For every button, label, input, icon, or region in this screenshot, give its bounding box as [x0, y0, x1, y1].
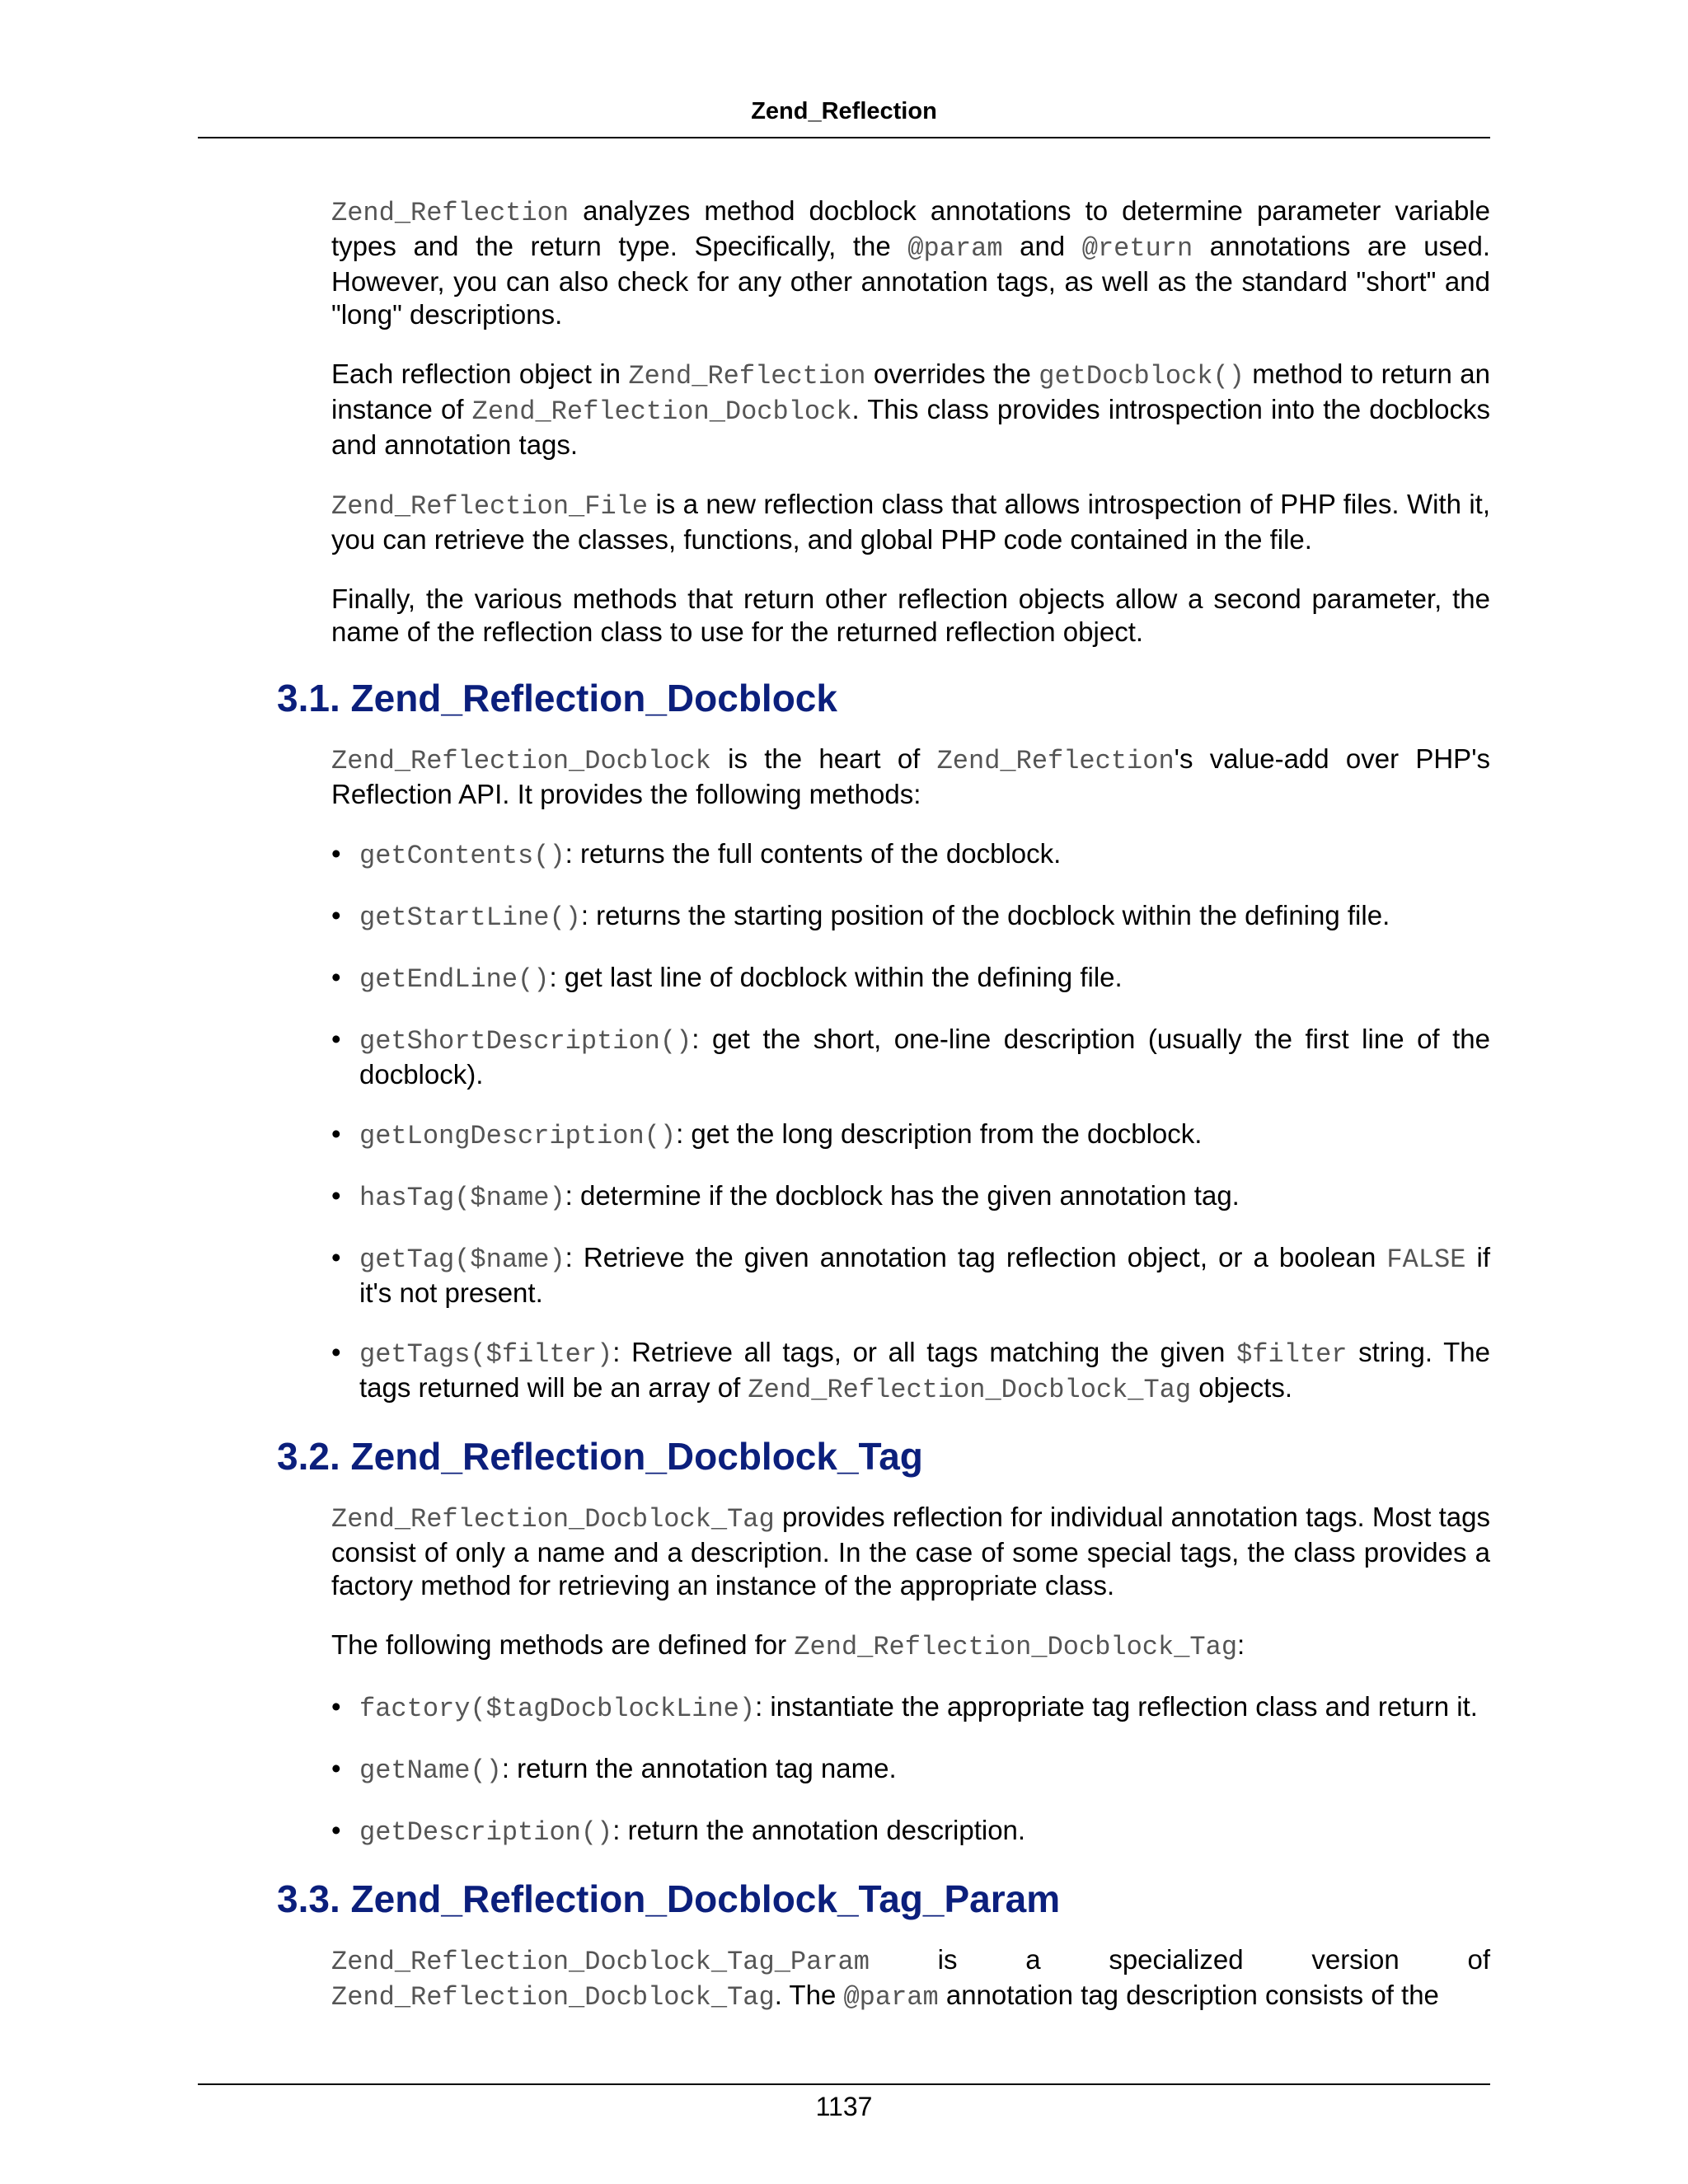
code-term: getTag($name): [359, 1244, 565, 1275]
list-item: [331, 961, 1490, 996]
text-run: is a new reflection class that allows introspection of PHP files. With it, you can retrieve the classes, functions, and global PHP code contained in the file.: [331, 489, 1490, 555]
code-term: factory($tagDocblockLine): [359, 1694, 756, 1724]
bullet-icon: •: [331, 1815, 341, 1845]
bullet-icon: •: [331, 1118, 341, 1149]
text-run: analyzes method docblock annotations to determine parameter variable types and the return type. Specifically, the: [331, 195, 1490, 261]
paragraph: [331, 194, 1490, 331]
text-run: :: [1237, 1629, 1245, 1660]
code-term: Zend_Reflection_Docblock_Tag: [331, 1504, 775, 1535]
bullet-icon: •: [331, 1024, 341, 1054]
text-run: : get the short, one-line description (usually the first line of the docblock).: [359, 1024, 1490, 1090]
section-docblock-tag: [277, 1433, 1490, 1849]
code-term: FALSE: [1386, 1244, 1466, 1275]
code-term: Zend_Reflection_Docblock: [471, 396, 852, 427]
bullet-icon: •: [331, 1180, 341, 1211]
list-item: [331, 1023, 1490, 1091]
text-run: : get last line of docblock within the defining file.: [549, 962, 1123, 992]
paragraph: [331, 488, 1490, 556]
paragraph: [331, 583, 1490, 649]
list-item: [331, 1118, 1490, 1153]
text-run: : returns the full contents of the docblock.: [565, 838, 1062, 869]
code-term: @param: [843, 1982, 939, 2013]
list-item-text: [359, 900, 1390, 933]
text-run: The following methods are defined for: [331, 1629, 795, 1660]
bullet-icon: •: [331, 1753, 341, 1783]
text-run: : return the annotation description.: [612, 1815, 1026, 1845]
code-term: @param: [907, 233, 1003, 264]
intro: [331, 194, 1490, 649]
list-item-text: [359, 1024, 1490, 1090]
section-heading: 3.3. Zend_Reflection_Docblock_Tag_Param: [277, 1877, 1061, 1920]
list-item-text: [359, 1118, 1202, 1149]
code-term: getDocblock(): [1039, 361, 1245, 391]
text-run: : determine if the docblock has the given annotation tag.: [565, 1180, 1240, 1211]
text-run: annotations are used. However, you can also check for any other annotation tags, as well as the standard "short" and "long" descriptions.: [331, 231, 1490, 330]
code-term: getEndLine(): [359, 964, 550, 995]
method-list: [331, 837, 1490, 1407]
bullet-icon: •: [331, 838, 341, 869]
page-content: [277, 194, 1490, 2041]
code-term: hasTag($name): [359, 1183, 565, 1213]
footer-rule: [198, 2083, 1490, 2085]
text-run: is the heart of: [710, 743, 937, 774]
list-item-text: [359, 1180, 1240, 1211]
code-term: getDescription(): [359, 1817, 613, 1848]
text-run: Finally, the various methods that return other reflection objects allow a second parameter, the name of the reflection class to use for the returned reflection object.: [331, 583, 1490, 647]
text-run: : returns the starting position of the docblock within the defining file.: [580, 900, 1390, 930]
code-term: Zend_Reflection_Docblock_Tag: [331, 1982, 775, 2013]
text-run: objects.: [1191, 1372, 1293, 1403]
section-heading: 3.2. Zend_Reflection_Docblock_Tag: [277, 1435, 923, 1478]
code-term: getStartLine(): [359, 902, 581, 933]
list-item-text: [359, 838, 1061, 869]
text-run: : Retrieve the given annotation tag reflection object, or a boolean: [565, 1242, 1387, 1272]
list-item: [331, 1814, 1490, 1849]
code-term: Zend_Reflection_Docblock_Tag: [794, 1632, 1238, 1662]
code-term: getName(): [359, 1755, 502, 1786]
code-term: Zend_Reflection_Docblock_Tag_Param: [331, 1947, 870, 1977]
code-term: getContents(): [359, 841, 565, 871]
text-run: : Retrieve all tags, or all tags matching the given: [612, 1337, 1237, 1367]
text-run: : get the long description from the docblock.: [676, 1118, 1203, 1149]
paragraph: [331, 1629, 1490, 1664]
code-term: getShortDescription(): [359, 1026, 692, 1057]
paragraph: [331, 743, 1490, 811]
list-item: [331, 1336, 1490, 1407]
code-term: Zend_Reflection_Docblock: [331, 746, 711, 776]
list-item: [331, 1241, 1490, 1310]
list-item-text: [359, 962, 1123, 995]
list-item-text: [359, 1815, 1026, 1848]
list-item-text: [359, 1337, 1490, 1403]
header-rule: [198, 137, 1490, 138]
bullet-icon: •: [331, 900, 341, 930]
text-run: is a specialized version of: [869, 1944, 1490, 1975]
text-run: and: [1002, 231, 1082, 261]
list-item: [331, 899, 1490, 935]
paragraph: [331, 358, 1490, 462]
code-term: $filter: [1236, 1339, 1348, 1370]
running-header: Zend_Reflection: [751, 98, 937, 124]
text-run: provides reflection for individual annotation tags. Most tags consist of only a name and a description. In the case of some special tags, the class provides a factory method for retrieving an instance of the appropriate class.: [331, 1502, 1490, 1601]
code-term: Zend_Reflection: [331, 198, 570, 228]
list-item: [331, 837, 1490, 873]
code-term: @return: [1081, 233, 1193, 264]
section-docblock-tag-param: [277, 1876, 1490, 2014]
text-run: if it's not present.: [359, 1242, 1490, 1308]
code-term: getTags($filter): [359, 1339, 613, 1370]
list-item-text: [359, 1753, 897, 1786]
list-item: [331, 1752, 1490, 1788]
code-term: Zend_Reflection: [628, 361, 866, 391]
section-docblock: [277, 675, 1490, 1407]
text-run: Each reflection object in: [331, 359, 629, 389]
bullet-icon: •: [331, 1337, 341, 1367]
paragraph: [331, 1501, 1490, 1602]
text-run: . The: [774, 1980, 844, 2010]
method-list: [331, 1690, 1490, 1849]
text-run: method to return an instance of: [331, 359, 1490, 424]
code-term: getLongDescription(): [359, 1121, 677, 1151]
text-run: overrides the: [865, 359, 1039, 389]
text-run: : instantiate the appropriate tag reflection class and return it.: [755, 1691, 1478, 1722]
text-run: : return the annotation tag name.: [501, 1753, 897, 1783]
text-run: . This class provides introspection into the docblocks and annotation tags.: [331, 394, 1490, 460]
code-term: Zend_Reflection: [936, 746, 1175, 776]
list-item-text: [359, 1242, 1490, 1308]
text-run: 's value-add over PHP's Reflection API. It provides the following methods:: [331, 743, 1490, 809]
section-heading: 3.1. Zend_Reflection_Docblock: [277, 677, 837, 719]
list-item-text: [359, 1691, 1478, 1722]
paragraph: [331, 1943, 1490, 2014]
text-run: annotation tag description consists of the: [938, 1980, 1439, 2010]
page-number: 1137: [815, 2092, 873, 2121]
text-run: string. The tags returned will be an array of: [359, 1337, 1490, 1403]
list-item: [331, 1690, 1490, 1726]
bullet-icon: •: [331, 1242, 341, 1272]
code-term: Zend_Reflection_Docblock_Tag: [748, 1375, 1192, 1405]
code-term: Zend_Reflection_File: [331, 491, 649, 522]
bullet-icon: •: [331, 1691, 341, 1722]
list-item: [331, 1179, 1490, 1215]
bullet-icon: •: [331, 962, 341, 992]
